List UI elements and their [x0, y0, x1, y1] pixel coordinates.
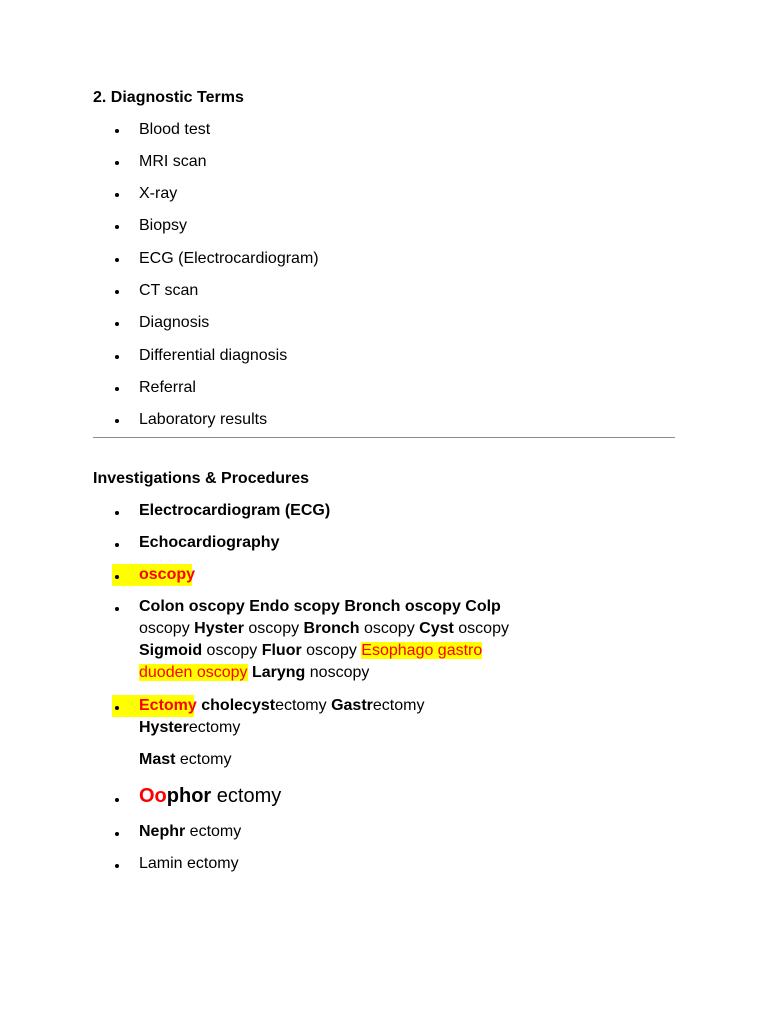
bullet [115, 864, 119, 868]
ectomy-line-2: Hysterectomy [139, 719, 241, 736]
oscopy-line-2: oscopy Hyster oscopy Bronch oscopy Cyst oscopy [139, 620, 509, 637]
bullet [115, 225, 119, 229]
list-item-echo: Echocardiography [139, 534, 280, 551]
ectomy-line-1: Ectomy cholecystectomy Gastrectomy [139, 697, 425, 714]
oscopy-line-1: Colon oscopy Endo scopy Bronch oscopy Colp [139, 598, 501, 615]
bullet [115, 193, 119, 197]
bullet [115, 290, 119, 294]
list-item: Differential diagnosis [139, 347, 288, 364]
section1-heading: 2. Diagnostic Terms [93, 89, 244, 106]
bullet [115, 798, 119, 802]
horizontal-divider [93, 437, 675, 438]
list-item-ecg: Electrocardiogram (ECG) [139, 502, 331, 519]
ectomy-line-3: Mast ectomy [139, 751, 232, 768]
list-item: Diagnosis [139, 314, 210, 331]
bullet [115, 161, 119, 165]
oscopy-line-3: Sigmoid oscopy Fluor oscopy Esophago gastro [139, 642, 483, 659]
bullet [115, 607, 119, 611]
section2-heading: Investigations & Procedures [93, 470, 310, 487]
list-item-nephrectomy: Nephr ectomy [139, 823, 242, 840]
bullet [115, 706, 119, 710]
list-item: MRI scan [139, 153, 207, 170]
bullet [115, 419, 119, 423]
bullet [115, 543, 119, 547]
oscopy-line-4: duoden oscopy Laryng noscopy [139, 664, 370, 681]
bullet [115, 511, 119, 515]
bullet [115, 258, 119, 262]
list-item: X-ray [139, 185, 178, 202]
list-item: Laboratory results [139, 411, 268, 428]
list-item: Blood test [139, 121, 211, 138]
bullet [115, 355, 119, 359]
bullet [115, 832, 119, 836]
list-item: ECG (Electrocardiogram) [139, 250, 319, 267]
list-item-oscopy: oscopy [139, 566, 196, 583]
list-item-laminectomy: Lamin ectomy [139, 855, 239, 872]
bullet [115, 575, 119, 579]
bullet [115, 129, 119, 133]
list-item: CT scan [139, 282, 199, 299]
list-item: Biopsy [139, 217, 188, 234]
list-item-oophorectomy: Oophor ectomy [139, 785, 282, 807]
bullet [115, 387, 119, 391]
list-item: Referral [139, 379, 196, 396]
bullet [115, 322, 119, 326]
